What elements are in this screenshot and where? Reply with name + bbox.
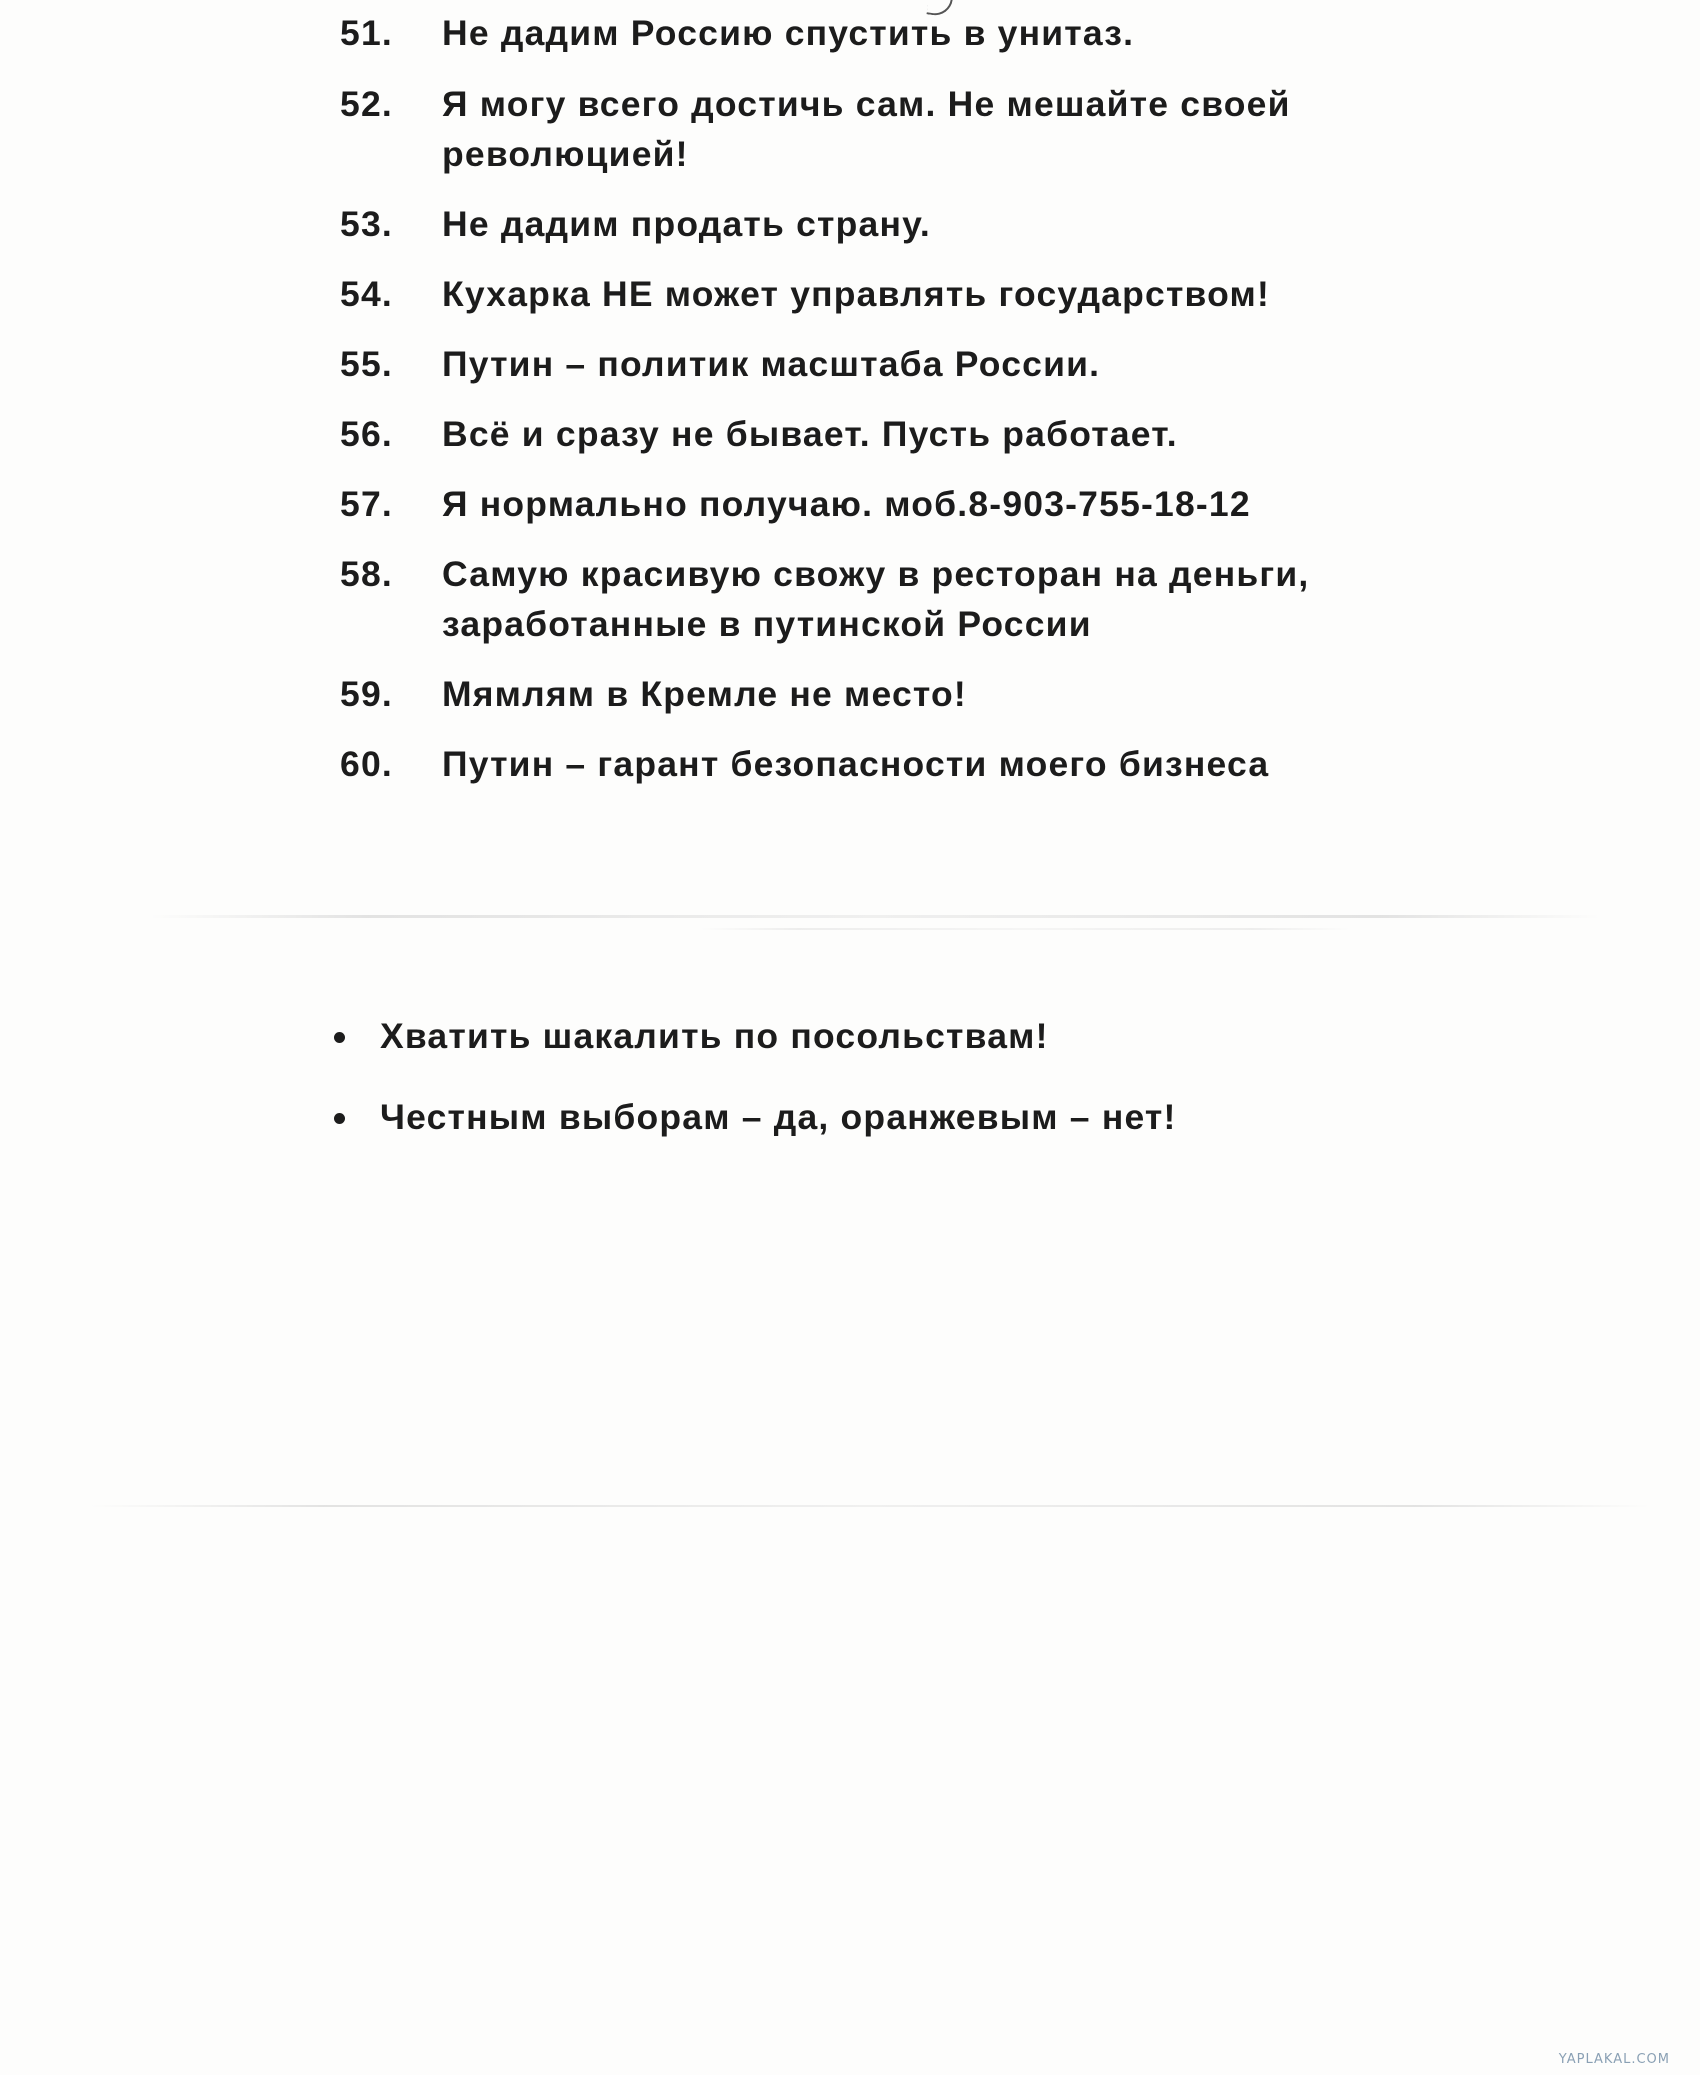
item-number: 53. — [340, 204, 393, 244]
bullet-text: Хватить шакалить по посольствам! — [380, 1016, 1049, 1056]
list-item — [340, 479, 1520, 529]
list-item — [340, 79, 1520, 179]
bullet-item — [330, 1092, 1480, 1142]
item-text: Всё и сразу не бывает. Пусть работает. — [442, 414, 1178, 454]
item-text: Самую красивую свожу в ресторан на деньги, заработанные в путинской России — [442, 554, 1310, 644]
list-item — [340, 199, 1520, 249]
item-text: Не дадим продать страну. — [442, 204, 931, 244]
item-text: Я могу всего достичь сам. Не мешайте своей революцией! — [442, 84, 1291, 174]
item-text: Я нормально получаю. моб.8-903-755-18-12 — [442, 484, 1251, 524]
item-number: 52. — [340, 84, 393, 124]
scan-streak — [150, 915, 1600, 918]
item-text: Не дадим Россию спустить в унитаз. — [442, 13, 1135, 53]
bullet-dot-icon — [330, 1011, 380, 1061]
item-number: 54. — [340, 274, 393, 314]
item-text: Путин – гарант безопасности моего бизнеса — [442, 744, 1270, 784]
list-item — [340, 409, 1520, 459]
slogan-list — [340, 8, 1520, 789]
item-number: 59. — [340, 674, 393, 714]
item-number: 51. — [340, 13, 393, 53]
item-number: 60. — [340, 744, 393, 784]
scan-streak — [700, 928, 1350, 930]
list-item — [340, 8, 1520, 58]
item-number: 55. — [340, 344, 393, 384]
item-number: 56. — [340, 414, 393, 454]
item-number: 57. — [340, 484, 393, 524]
list-item — [340, 739, 1520, 789]
item-text: Мямлям в Кремле не место! — [442, 674, 967, 714]
list-item — [340, 269, 1520, 319]
item-number: 58. — [340, 554, 393, 594]
bullet-text: Честным выборам – да, оранжевым – нет! — [380, 1097, 1177, 1137]
scan-streak — [90, 1505, 1650, 1507]
item-text: Кухарка НЕ может управлять государством! — [442, 274, 1270, 314]
list-item — [340, 549, 1520, 649]
site-watermark: YAPLAKAL.COM — [1558, 2052, 1670, 2067]
bullet-list — [330, 1011, 1480, 1142]
item-text: Путин – политик масштаба России. — [442, 344, 1101, 384]
list-item — [340, 669, 1520, 719]
bullet-dot-icon — [330, 1092, 380, 1142]
bullet-item — [330, 1011, 1480, 1061]
list-item — [340, 339, 1520, 389]
